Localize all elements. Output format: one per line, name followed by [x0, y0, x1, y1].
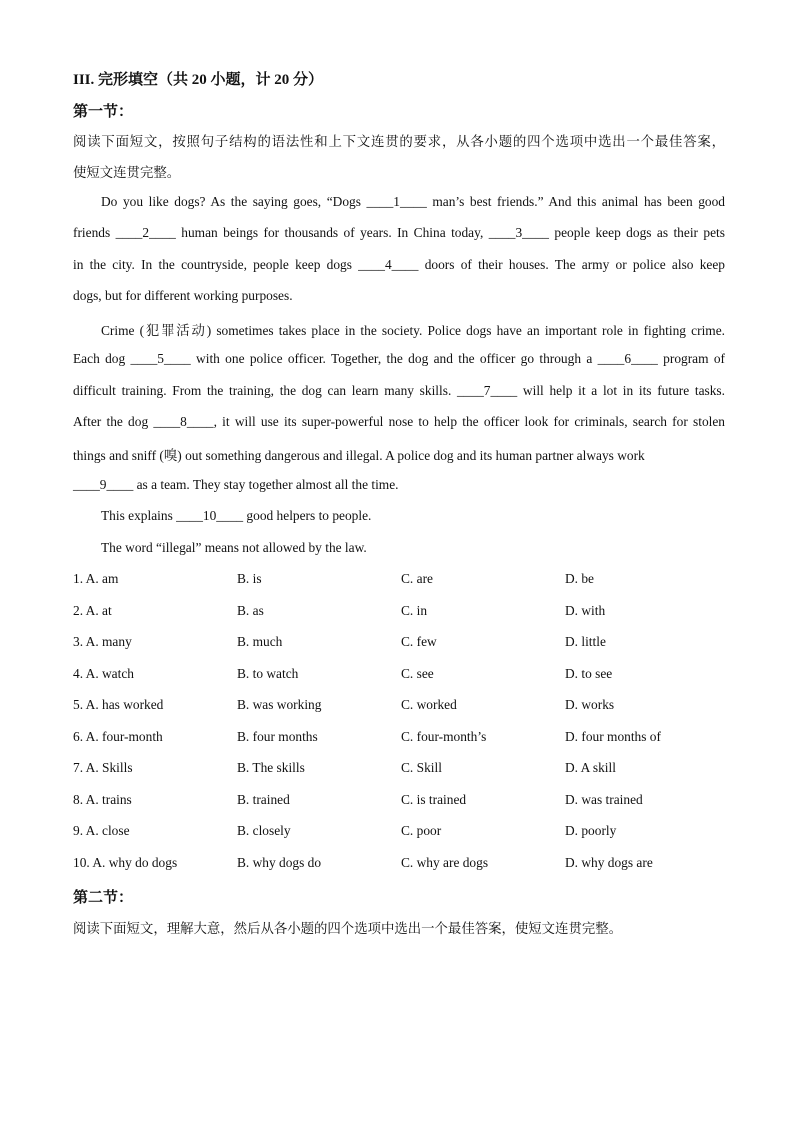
option-b[interactable]: B. to watch: [237, 666, 299, 681]
option-c[interactable]: C. see: [401, 666, 434, 681]
option-d[interactable]: D. four months of: [565, 729, 661, 744]
question-options: [73, 729, 728, 749]
passage-line: difficult training. From the training, the dog can learn many skills. ____7____ will help it a lot in its future tasks.: [73, 383, 725, 398]
passage-line: This explains ____10____ good helpers to people.: [101, 508, 372, 523]
option-c[interactable]: C. in: [401, 603, 428, 618]
option-d[interactable]: D. to see: [565, 666, 613, 681]
option-b[interactable]: B. four months: [237, 729, 318, 744]
passage-line: Crime (犯罪活动) sometimes takes place in the society. Police dogs have an important role in fighting crime.: [101, 323, 725, 338]
passage-line: things and sniff (嗅) out something dangerous and illegal. A police dog and its human partner always work: [73, 448, 645, 463]
passage-line: Do you like dogs? As the saying goes, “Dogs ____1____ man’s best friends.” And this animal has been good: [101, 194, 725, 209]
option-a[interactable]: 5. A. has worked: [73, 697, 164, 712]
instructions1-line2: 使短文连贯完整。: [73, 165, 181, 180]
option-d[interactable]: D. was trained: [565, 792, 643, 807]
passage-line: in the city. In the countryside, people keep dogs ____4____ doors of their houses. The army or police also keep: [73, 257, 725, 272]
option-c[interactable]: C. poor: [401, 823, 442, 838]
part2-title: 第二节：: [73, 890, 134, 906]
option-d[interactable]: D. poorly: [565, 823, 617, 838]
instructions1-line1: 阅读下面短文，按照句子结构的语法性和上下文连贯的要求，从各小题的四个选项中选出一个最佳答案，: [73, 134, 725, 149]
option-a[interactable]: 10. A. why do dogs: [73, 855, 178, 870]
option-a[interactable]: 3. A. many: [73, 634, 132, 649]
option-d[interactable]: D. A skill: [565, 760, 616, 775]
question-options: [73, 760, 728, 780]
option-c[interactable]: C. are: [401, 571, 433, 586]
option-d[interactable]: D. be: [565, 571, 595, 586]
section-title: III. 完形填空（共 20 小题，计 20 分）: [73, 72, 324, 88]
option-c[interactable]: C. is trained: [401, 792, 467, 807]
option-a[interactable]: 9. A. close: [73, 823, 130, 838]
option-c[interactable]: C. few: [401, 634, 437, 649]
part1-title: 第一节：: [73, 104, 134, 120]
question-options: [73, 634, 728, 654]
option-a[interactable]: 2. A. at: [73, 603, 112, 618]
passage-line: Each dog ____5____ with one police officer. Together, the dog and the officer go through a ____6____ program of: [73, 351, 725, 366]
option-a[interactable]: 6. A. four-month: [73, 729, 163, 744]
question-options: [73, 571, 728, 591]
option-d[interactable]: D. why dogs are: [565, 855, 653, 870]
option-b[interactable]: B. The skills: [237, 760, 305, 775]
option-b[interactable]: B. trained: [237, 792, 290, 807]
instructions2: 阅读下面短文，理解大意，然后从各小题的四个选项中选出一个最佳答案，使短文连贯完整。: [73, 921, 623, 936]
option-c[interactable]: C. why are dogs: [401, 855, 489, 870]
option-b[interactable]: B. much: [237, 634, 283, 649]
question-options: [73, 603, 728, 623]
passage-line: After the dog ____8____, it will use its super-powerful nose to help the officer look for criminals, search for stolen: [73, 414, 725, 429]
option-a[interactable]: 1. A. am: [73, 571, 119, 586]
passage-line: The word “illegal” means not allowed by the law.: [101, 540, 367, 555]
passage-line: friends ____2____ human beings for thousands of years. In China today, ____3____ people keep dogs as their pets: [73, 225, 725, 240]
question-options: [73, 697, 728, 717]
option-b[interactable]: B. why dogs do: [237, 855, 322, 870]
option-d[interactable]: D. works: [565, 697, 615, 712]
question-options: [73, 792, 728, 812]
option-c[interactable]: C. four-month’s: [401, 729, 487, 744]
question-options: [73, 666, 728, 686]
option-b[interactable]: B. was working: [237, 697, 322, 712]
passage-line: ____9____ as a team. They stay together almost all the time.: [73, 477, 399, 492]
option-b[interactable]: B. is: [237, 571, 262, 586]
passage-line: dogs, but for different working purposes.: [73, 288, 293, 303]
question-options: [73, 855, 728, 875]
option-d[interactable]: D. little: [565, 634, 606, 649]
option-a[interactable]: 4. A. watch: [73, 666, 134, 681]
option-d[interactable]: D. with: [565, 603, 606, 618]
question-options: [73, 823, 728, 843]
option-a[interactable]: 7. A. Skills: [73, 760, 133, 775]
option-c[interactable]: C. worked: [401, 697, 457, 712]
option-b[interactable]: B. as: [237, 603, 264, 618]
option-c[interactable]: C. Skill: [401, 760, 442, 775]
option-b[interactable]: B. closely: [237, 823, 291, 838]
option-a[interactable]: 8. A. trains: [73, 792, 132, 807]
